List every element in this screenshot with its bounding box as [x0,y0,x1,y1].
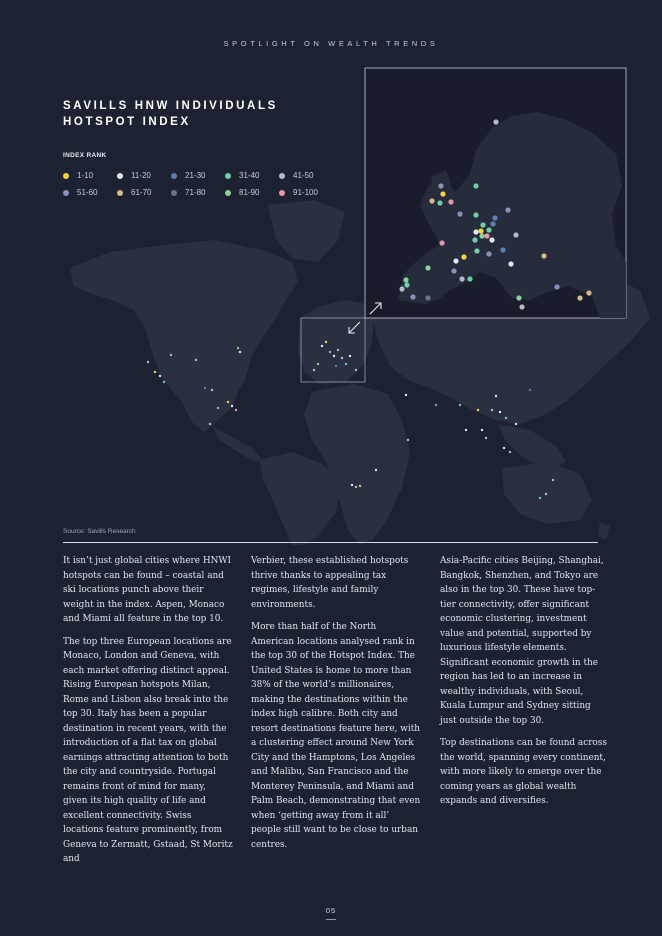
map-marker [204,387,206,389]
paragraph: The top three European locations are Monaco, London and Geneva, with each market offering distinct appeal. Rising European hotspots Milan, Rome and Lisbon also break into the top 30. Italy has been a popular destination in recent years, with the introduction of a flat tax on global earnings attracting attention to both the city and countryside. Portugal remains front of mind for many, given its high quality of life and excellent connectivity. Swiss locations feature prominently, from Geneva to Zermatt, Gstaad, St Moritz and [63,636,233,864]
inset-marker [425,295,430,300]
inset-marker [484,233,489,238]
europe-land [298,300,374,384]
central-america-land [212,426,262,462]
legend-label: 51-60 [77,188,98,197]
inset-marker [586,290,591,295]
map-marker [154,371,156,373]
inset-marker [492,215,497,220]
paragraph: It isn’t just global cities where HNWI hotspots can be found – coastal and ski locations punch above their weight in the index. Aspen, Monaco and Miami all feature in the top 10. [63,556,231,624]
map-marker [477,409,479,411]
inset-marker [438,183,443,188]
divider [63,542,598,543]
inset-marker [453,258,458,263]
inset-marker [403,277,408,282]
inset-marker [410,294,415,299]
map-marker [503,447,505,449]
legend-label: 81-90 [239,188,260,197]
legend-swatch [117,173,123,179]
legend-swatch [63,173,69,179]
inset-marker [472,237,477,242]
map-marker [321,345,323,347]
legend-item [279,188,333,197]
legend-item [63,171,117,180]
legend-swatch [225,173,231,179]
legend-item [279,171,333,180]
map-marker [195,359,197,361]
map-marker [529,389,531,391]
page-number-underline [326,919,336,920]
map-marker [217,407,219,409]
inset-marker [480,222,485,227]
map-marker [491,409,493,411]
map-marker [495,395,497,397]
inset-marker [516,295,521,300]
map-marker [231,405,233,407]
inset-marker [508,261,513,266]
text-column-3 [440,554,610,817]
map-marker [375,469,377,471]
map-marker [435,404,437,406]
map-marker [235,409,237,411]
inset-marker [541,253,546,258]
legend-swatch [63,190,69,196]
map-marker [147,361,149,363]
legend-item [171,188,225,197]
inset-marker [577,295,582,300]
inset-marker [404,282,409,287]
inset-marker [439,240,444,245]
inset-marker [451,268,456,273]
legend-label: 1-10 [77,171,94,180]
map-marker [170,354,172,356]
legend-item [225,188,279,197]
map-marker [227,401,229,403]
inset-marker [479,233,484,238]
inset-marker [437,200,442,205]
legend-label: 61-70 [131,188,152,197]
map-marker [209,423,211,425]
map-marker [359,485,361,487]
paragraph: Verbier, these established hotspots thrive thanks to appealing tax regimes, lifestyle and family environments. [251,556,409,610]
legend-title: INDEX RANK [63,152,107,159]
legend-item [117,171,171,180]
north-america-land [70,240,298,432]
inset-marker [513,232,518,237]
southeast-asia-land [498,424,566,470]
inset-marker [554,284,559,289]
source-note: Source: Savills Research [63,528,136,535]
map-marker [341,357,343,359]
legend-row [63,184,363,201]
map-marker [407,439,409,441]
inset-marker [459,276,464,281]
map-marker [552,479,554,481]
legend-item [117,188,171,197]
map-marker [349,355,351,357]
inset-marker [486,251,491,256]
legend-label: 31-40 [239,171,260,180]
europe-inset [365,68,626,318]
australia-land [502,462,592,524]
inset-marker [493,119,498,124]
paragraph: Asia-Pacific cities Beijing, Shanghai, Bangkok, Shenzhen, and Tokyo are also in the top 30. These have top-tier connectivity, offer significant economic clustering, investment value and potential, supported by luxurious lifestyle elements. Significant economic growth in the region has led to an increase in wealthy individuals, with Seoul, Kuala Lumpur and Sydney sitting just outside the top 30. [440,556,604,726]
map-marker [333,355,335,357]
inset-marker [486,227,491,232]
map-marker [485,437,487,439]
inset-marker [519,304,524,309]
inset-marker [473,183,478,188]
page-number: 05 [325,906,337,915]
inset-marker [440,191,445,196]
legend-label: 41-50 [293,171,314,180]
section-header: SPOTLIGHT ON WEALTH TRENDS [223,39,439,48]
map-marker [317,363,319,365]
legend-label: 71-80 [185,188,206,197]
legend-item [171,171,225,180]
index-rank-legend [63,167,363,201]
legend-swatch [117,190,123,196]
map-marker [499,411,501,413]
inset-marker [473,229,478,234]
legend-item [225,171,279,180]
map-marker [163,381,165,383]
inset-marker [500,247,505,252]
inset-marker [474,248,479,253]
inset-marker [490,221,495,226]
legend-row [63,167,363,184]
legend-swatch [171,190,177,196]
paragraph: Top destinations can be found across the world, spanning every continent, with more likely to emerge over the coming years as global wealth expands and diversifies. [440,738,607,806]
inset-marker [461,254,466,259]
map-marker [355,369,357,371]
map-marker [465,429,467,431]
map-title [63,98,278,130]
inset-marker [399,286,404,291]
map-marker [355,486,357,488]
map-marker [539,497,541,499]
paragraph: More than half of the North American locations analysed rank in the top 30 of the Hotspot Index. The United States is home to more than 38% of the world’s millionaires, making the destinations within the index high calibre. Both city and resort destinations feature here, with a clustering effect around New York City and the Hamptons, Los Angeles and Malibu, San Francisco and the Monterey Peninsula, and Miami and Palm Beach, demonstrating that even when ‘getting away from it all’ people still want to be close to urban centres. [251,622,421,850]
map-marker [351,484,353,486]
map-marker [459,404,461,406]
legend-label: 11-20 [131,171,151,180]
map-marker [405,394,407,396]
map-marker [335,365,337,367]
legend-label: 21-30 [185,171,206,180]
map-marker [515,423,517,425]
map-marker [545,493,547,495]
map-marker [211,389,213,391]
map-marker [509,451,511,453]
map-marker [505,417,507,419]
map-marker [329,351,331,353]
map-marker [237,347,239,349]
text-column-2 [251,554,421,860]
inset-marker [429,198,434,203]
inset-marker [425,265,430,270]
legend-swatch [171,173,177,179]
inset-marker [473,212,478,217]
inset-marker [489,237,494,242]
map-marker [337,349,339,351]
inset-marker [467,276,472,281]
map-marker [159,375,161,377]
legend-item [63,188,117,197]
map-title-line: SAVILLS HNW INDIVIDUALS [63,100,278,112]
legend-swatch [225,190,231,196]
inset-marker [448,199,453,204]
legend-swatch [279,173,285,179]
text-column-1 [63,554,233,875]
map-marker [325,341,327,343]
new-zealand-land [598,522,610,540]
map-title-line: HOTSPOT INDEX [63,116,191,128]
legend-label: 91-100 [293,188,318,197]
map-marker [345,363,347,365]
inset-marker [457,211,462,216]
legend-swatch [279,190,285,196]
map-marker [313,369,315,371]
map-marker [481,429,483,431]
inset-marker [505,207,510,212]
map-marker [239,351,241,353]
greenland-land [268,200,345,262]
inset-marker [478,228,483,233]
